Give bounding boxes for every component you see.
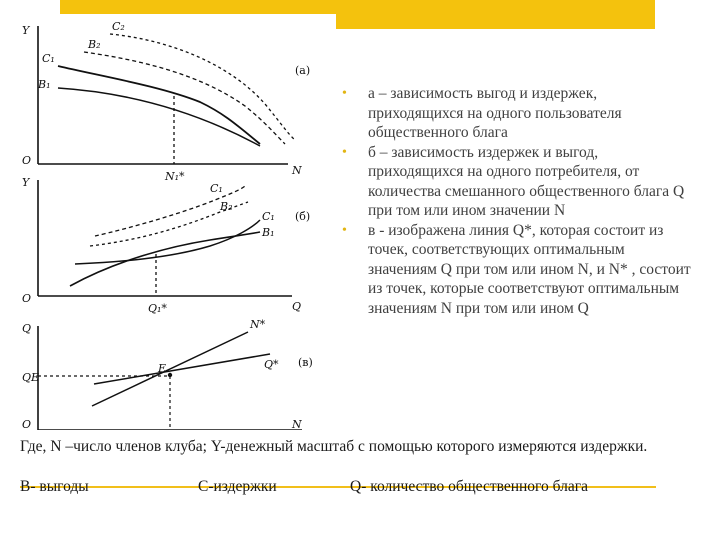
bullet-text: в - изображена линия Q*, которая состоит из точек, соответствующих оптимальным значениям Q при том или ином N, и N* , состоит из точек, которые соответствуют оптимальным значениям N при том или ином Q: [368, 221, 691, 317]
panel-a: [22, 20, 310, 183]
bullet-icon: •: [342, 222, 347, 238]
legend-quantity: Q- количество общественного блага: [350, 478, 588, 495]
panel-c-y-label: Q: [22, 322, 32, 335]
legend-costs: С-издержки: [198, 478, 277, 495]
panel-a-b1-label: B₁: [38, 78, 51, 91]
bullet-text: а – зависимость выгод и издержек, приходящихся на одного пользователя общественного блага: [368, 85, 622, 141]
panel-a-curve-b2: [84, 52, 285, 144]
panel-c-qe-label: QЕ: [22, 371, 40, 384]
panel-c-tag: (в): [298, 356, 313, 369]
panel-a-n-star-label: N₁*: [165, 170, 185, 183]
panel-c-q-star-line: [94, 354, 270, 384]
panel-c-q-star-label: Q*: [264, 358, 279, 371]
bullet-item: [334, 84, 694, 143]
panel-a-tag: (а): [295, 64, 311, 77]
panel-a-curve-c2: [110, 34, 295, 140]
panel-b-b1-label: B₁: [262, 226, 275, 239]
economics-figure: [20, 14, 336, 430]
figure-svg: [20, 14, 336, 430]
panel-b: [22, 176, 310, 315]
panel-a-c1-label: C₁: [42, 52, 55, 65]
panel-c-e-label: E: [158, 362, 167, 375]
figure-caption: Где, N –число членов клуба; Y-денежный масштаб с помощью которого измеряются издержки.: [20, 438, 648, 455]
panel-b-y-label: Y: [22, 176, 30, 189]
bullet-icon: •: [342, 144, 347, 160]
panel-b-c1-label: C₁: [262, 210, 275, 223]
panel-b-curve-b1: [70, 232, 260, 286]
bullet-icon: •: [342, 86, 347, 101]
panel-b-c1-top-label: C₁: [210, 182, 223, 195]
panel-a-b2-label: B₂: [88, 38, 101, 51]
panel-b-tag: (б): [295, 210, 311, 223]
panel-a-c2-label: C₂: [112, 20, 125, 33]
bullet-item: [334, 143, 694, 221]
panel-b-x-label: Q: [292, 300, 302, 313]
panel-a-x-label: N: [292, 164, 302, 177]
panel-b-b2-label: B₂: [220, 200, 233, 213]
panel-a-y-label: Y: [22, 24, 30, 37]
legend-benefits: В- выгоды: [20, 478, 89, 495]
panel-b-origin-label: O: [22, 292, 32, 305]
panel-c-e-point: [168, 373, 172, 377]
panel-b-curve-c1: [75, 220, 260, 264]
bullet-item: [334, 221, 694, 319]
panel-b-q-star-label: Q₁*: [148, 302, 167, 315]
panel-a-curve-b1: [58, 88, 260, 146]
panel-c-n-star-label: N*: [250, 318, 266, 331]
panel-c: [22, 318, 313, 430]
panel-c-origin-label: O: [22, 418, 32, 430]
explanation-list: [334, 84, 694, 318]
panel-a-origin-label: O: [22, 154, 32, 167]
bullet-text: б – зависимость издержек и выгод, приходящихся на одного потребителя, от количества смешанного общественного блага Q при том или ином значении N: [368, 143, 685, 219]
panel-c-x-label: N: [292, 418, 302, 430]
